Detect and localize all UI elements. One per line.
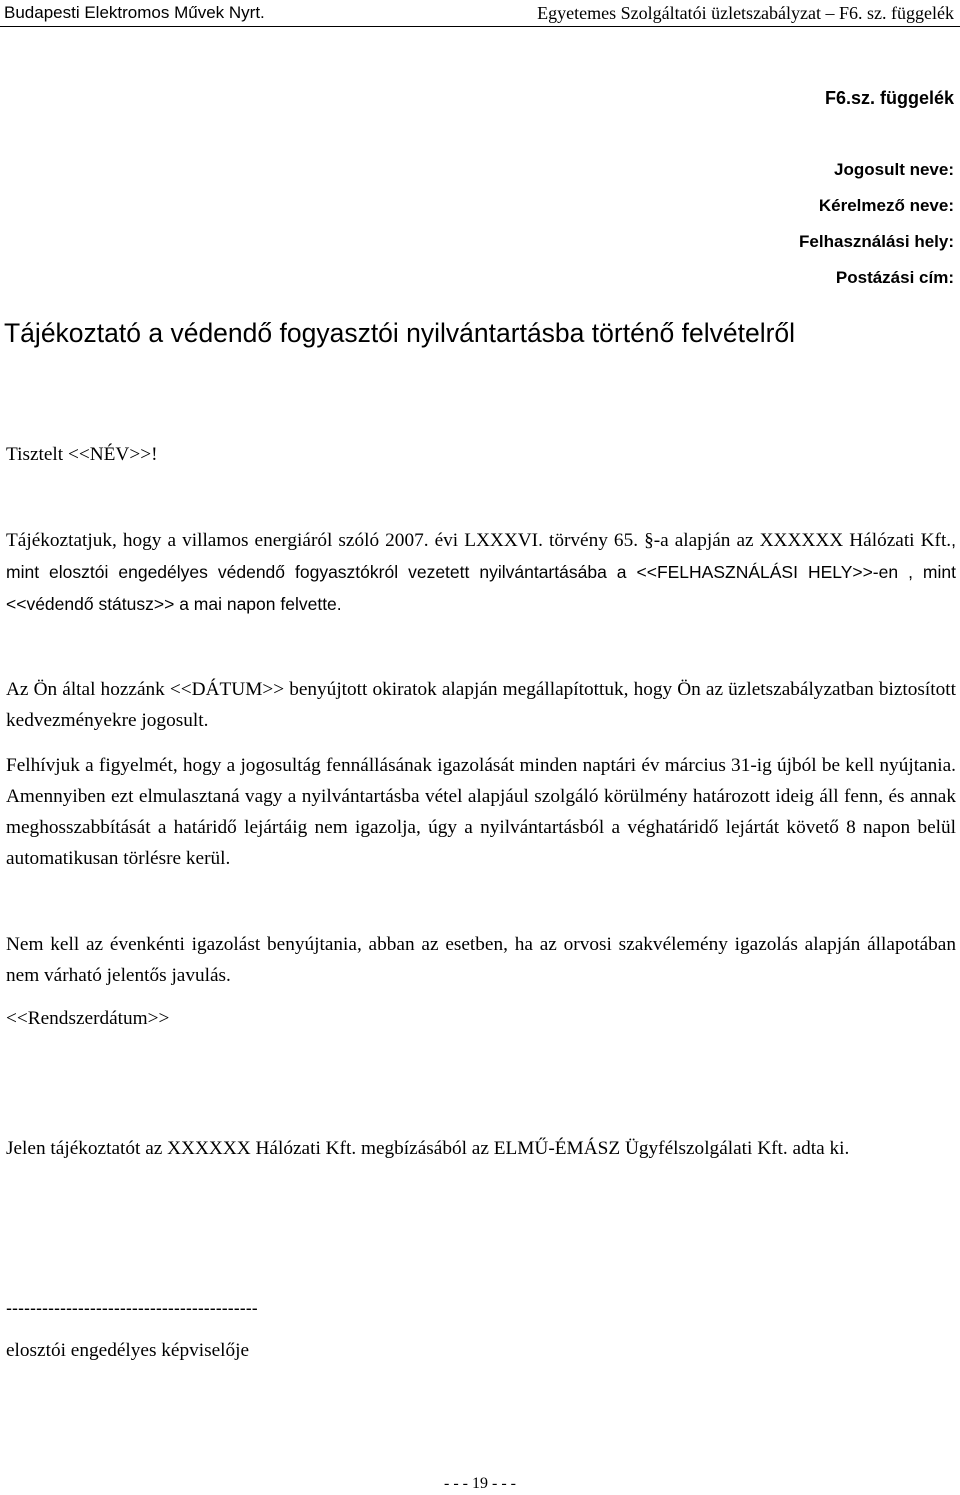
document-title: Tájékoztató a védendő fogyasztói nyilvántartásba történő felvételről [4, 318, 796, 348]
paragraph-renewal: Felhívjuk a figyelmét, hogy a jogosultág fennállásának igazolását minden naptári év március 31-ig újból be kell nyújtania. Amennyiben ezt elmulasztaná vagy a nyilvántartásba vétel alapjául szolgáló körülmény határozott ideig áll fenn, és annak meghosszabbítását a határidő lejártáig nem igazolja, úgy a nyilvántartásból a véghatáridő lejártát követő 8 napon belül automatikusan törlésre kerül. [6, 755, 956, 869]
paragraph-issuer: Jelen tájékoztatót az XXXXXX Hálózati Kft. megbízásából az ELMŰ-ÉMÁSZ Ügyfélszolgálati Kft. adta ki. [6, 1138, 850, 1159]
annex-label: F6.sz. függelék [824, 88, 954, 108]
page-header [0, 0, 960, 26]
document-reference: Egyetemes Szolgáltatói üzletszabályzat – F6. sz. függelék [537, 3, 954, 23]
paragraph-notification-serif: Tájékoztatjuk, hogy a villamos energiáról szóló 2007. évi LXXXVI. törvény 65. §-a alapján az XXXXXX Hálózati Kft. [6, 530, 952, 551]
system-date: <<Rendszerdátum>> [6, 1008, 170, 1029]
field-applicant-name: Kérelmező neve: [818, 196, 954, 215]
header-divider [0, 26, 960, 27]
field-postal-address: Postázási cím: [835, 268, 954, 287]
salutation: Tisztelt <<NÉV>>! [6, 444, 158, 465]
paragraph-notification [6, 525, 956, 621]
signature-label: elosztói engedélyes képviselője [6, 1340, 250, 1361]
field-consumption-place: Felhasználási hely: [799, 232, 954, 251]
paragraph-entitlement: Az Ön által hozzánk <<DÁTUM>> benyújtott okiratok alapján megállapítottuk, hogy Ön az üzletszabályzatban biztosított kedvezményekre jogosult. [6, 679, 956, 731]
recipient-fields [799, 160, 954, 304]
field-entitled-name: Jogosult neve: [834, 160, 954, 179]
page-number: - - - 19 - - - [444, 1475, 516, 1492]
company-name: Budapesti Elektromos Művek Nyrt. [4, 3, 265, 22]
paragraph-notification-sans: , mint elosztói engedélyes védendő fogyasztókról vezetett nyilvántartásába a <<FELHASZNÁLÁSI HELY>>-en , mint <<védendő státusz>> a mai napon felvette. [6, 530, 956, 614]
signature-line: ------------------------------------------ [6, 1298, 258, 1318]
paragraph-exemption: Nem kell az évenkénti igazolást benyújtania, abban az esetben, ha az orvosi szakvélemény igazolás alapján állapotában nem várható jelentős javulás. [6, 934, 956, 986]
